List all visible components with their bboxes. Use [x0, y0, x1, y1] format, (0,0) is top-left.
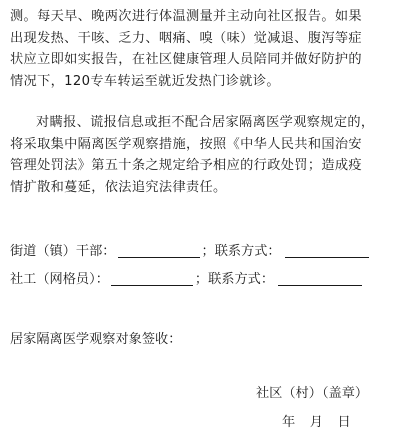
social-worker-label: 社工（网格员）：	[10, 272, 109, 287]
notice-paragraph-2	[10, 112, 396, 198]
paragraph-1-line-3: 状应立即如实报告，在社区健康管理人员陪同并做好防护的	[10, 52, 362, 67]
social-worker-row	[10, 270, 362, 290]
community-seal-label: 社区（村）（盖章）	[256, 386, 369, 401]
street-cadre-label: 街道（镇）干部：	[10, 244, 116, 259]
social-worker-contact-blank[interactable]	[278, 284, 362, 286]
paragraph-1-line-1: 测。每天早、晚两次进行体温测量并主动向社区报告。如果	[10, 9, 362, 24]
paragraph-2-line-2: 将采取集中隔离医学观察措施，按照《中华人民共和国治安	[10, 136, 362, 152]
paragraph-2-line-4: 情扩散和蔓延，依法追究法律责任。	[10, 179, 227, 195]
street-cadre-contact-label: 联系方式：	[214, 244, 281, 259]
row-2-separator: ；	[194, 272, 209, 287]
street-cadre-row	[10, 242, 369, 262]
social-worker-contact-label: 联系方式：	[208, 272, 275, 287]
paragraph-1-line-2: 出现发热、干咳、乏力、咽痛、嗅（味）觉减退、腹泻等症	[10, 30, 362, 46]
date-label: 年 月 日	[282, 415, 352, 430]
paragraph-1-line-4: 情况下，120专车转运至就近发热门诊就诊。	[10, 73, 280, 89]
social-worker-name-blank[interactable]	[111, 284, 193, 286]
paragraph-2-line-3: 管理处罚法》第五十条之规定给予相应的行政处罚；造成疫	[10, 158, 362, 173]
paragraph-2-line-1: 对瞒报、谎报信息或拒不配合居家隔离医学观察规定的，	[36, 115, 375, 130]
row-1-separator: ；	[201, 244, 215, 259]
street-cadre-name-blank[interactable]	[118, 256, 200, 258]
notice-paragraph-1	[10, 6, 396, 92]
street-cadre-contact-blank[interactable]	[285, 256, 369, 258]
observer-sign-label: 居家隔离医学观察对象签收：	[10, 332, 182, 347]
